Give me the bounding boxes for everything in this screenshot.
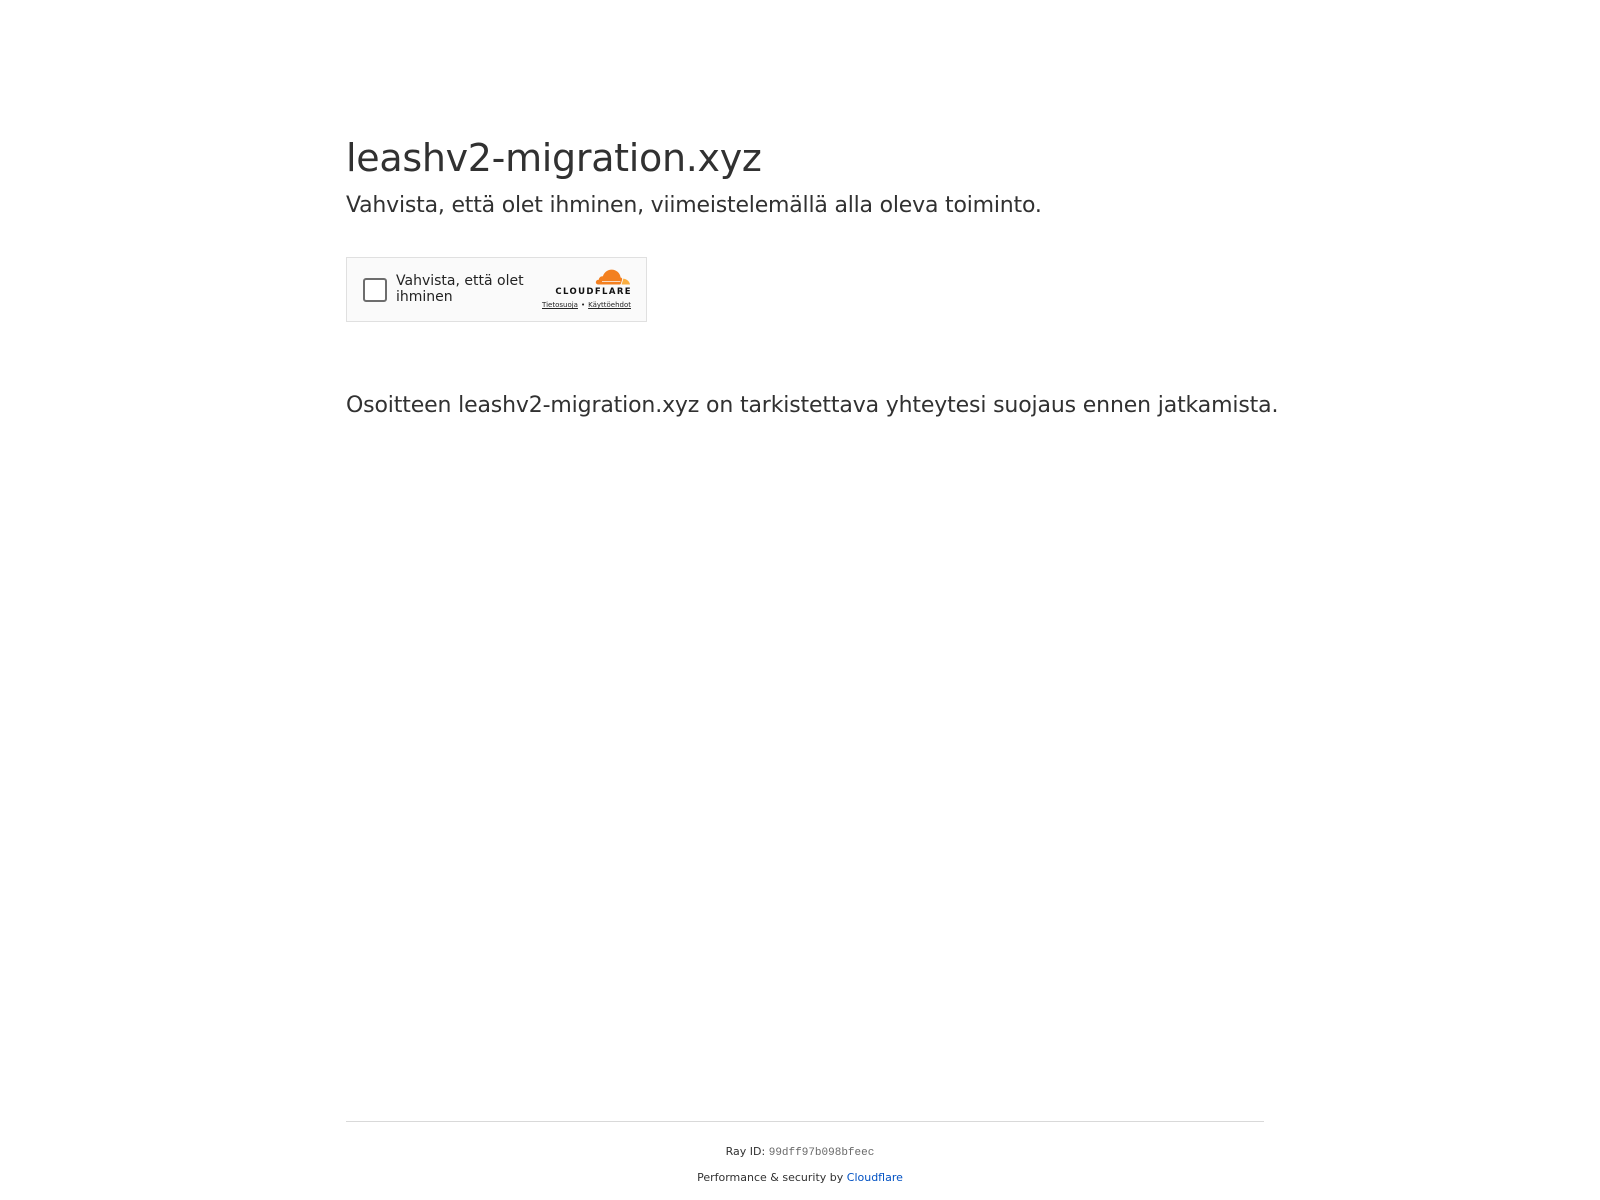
cloudflare-wordmark: CLOUDFLARE: [555, 287, 632, 297]
footer-divider: [346, 1121, 1264, 1122]
link-separator: •: [580, 301, 586, 309]
page-subtitle: Vahvista, että olet ihminen, viimeistelemällä alla oleva toiminto.: [346, 193, 1042, 218]
security-check-message: Osoitteen leashv2-migration.xyz on tarkistettava yhteytesi suojaus ennen jatkamista.: [346, 393, 1279, 418]
turnstile-challenge-widget: [346, 257, 647, 322]
page-title: leashv2-migration.xyz: [346, 136, 762, 180]
ray-id-value: 99dff97b098bfeec: [768, 1147, 875, 1159]
ray-id-label: Ray ID:: [725, 1145, 766, 1158]
privacy-link[interactable]: Tietosuoja: [542, 301, 578, 309]
terms-link[interactable]: Käyttöehdot: [588, 301, 631, 309]
checkbox-label[interactable]: Vahvista, että olet ihminen: [396, 273, 524, 305]
widget-links: [531, 300, 631, 310]
perf-prefix: Performance & security by: [697, 1171, 844, 1184]
cloudflare-branding: [531, 268, 631, 310]
ray-id: [0, 1144, 1600, 1161]
performance-security-line: [0, 1170, 1600, 1186]
human-verify-checkbox[interactable]: [363, 278, 387, 302]
cloudflare-cloud-icon: [595, 268, 631, 286]
cloudflare-link[interactable]: Cloudflare: [846, 1171, 903, 1184]
